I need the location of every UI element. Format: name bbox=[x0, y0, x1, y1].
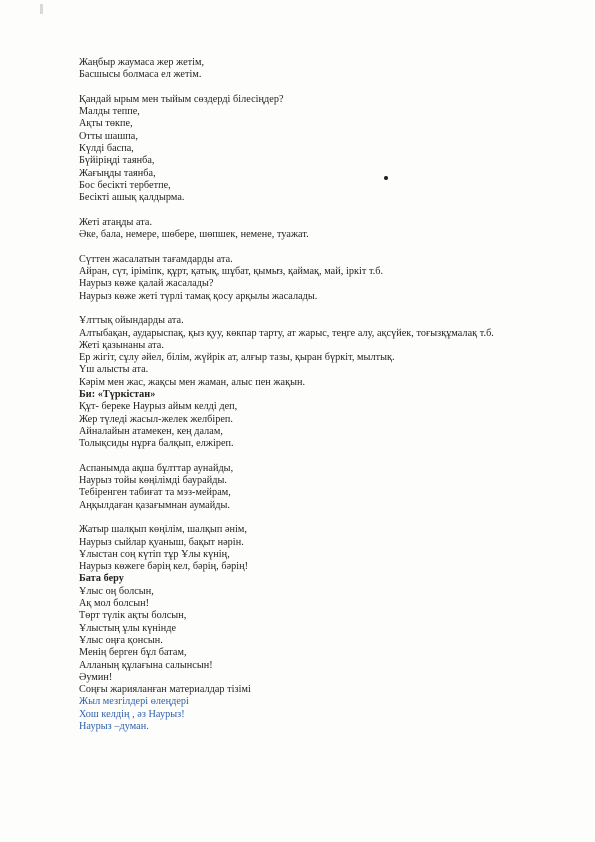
text-line: Айран, сүт, іріміпк, құрт, қатық, шұбат, қымыз, қаймақ, май, іркіт т.б. bbox=[79, 266, 384, 278]
text-line: Наурыз тойы көңілімді баурайды. bbox=[79, 475, 227, 487]
text-line: Тебіренген табиғат та мэз-мейрам, bbox=[79, 487, 231, 499]
text-line: Әке, бала, немере, шөбере, шөпшек, немене, туажат. bbox=[79, 229, 309, 241]
text-line: Соңғы жарияланған материалдар тізімі bbox=[79, 684, 251, 696]
text-line: Үш алысты ата. bbox=[79, 364, 149, 376]
blank-line bbox=[79, 82, 579, 94]
section-heading: Би: «Түркістан» bbox=[79, 389, 156, 401]
text-line: Жаңбыр жаумаса жер жетім, bbox=[79, 57, 205, 68]
blank-line bbox=[79, 205, 579, 217]
text-line: Сүттен жасалатын тағамдарды ата. bbox=[79, 253, 233, 265]
text-line: Аспанымда ақша бұлттар аунайды, bbox=[79, 462, 234, 474]
text-line: Әумин! bbox=[79, 671, 113, 683]
material-link[interactable]: Наурыз –думан. bbox=[79, 721, 149, 733]
blank-line bbox=[79, 451, 579, 463]
blank-line bbox=[79, 303, 579, 315]
text-line: Күлді баспа, bbox=[79, 143, 134, 155]
text-line: Жеті атаңды ата. bbox=[79, 216, 153, 228]
text-line: Ер жігіт, сұлу әйел, білім, жүйрік ат, алғыр тазы, қыран бүркіт, мылтық. bbox=[79, 352, 395, 364]
text-line: Ақты төкпе, bbox=[79, 118, 133, 130]
text-line: Малды теппе, bbox=[79, 106, 140, 118]
material-link[interactable]: Жыл мезгілдері өлеңдері bbox=[79, 696, 189, 708]
text-line: Айналайын атамекен, кең далам, bbox=[79, 425, 223, 437]
text-line: Наурыз көжеге бәрің кел, бәрің, бәрің! bbox=[79, 561, 249, 573]
text-line: Толықсиды нұрға балқып, елжіреп. bbox=[79, 438, 234, 450]
blank-line bbox=[79, 241, 579, 253]
text-line: Ұлыс оң болсын, bbox=[79, 585, 154, 597]
text-line: Бесікті ашық қалдырма. bbox=[79, 192, 185, 204]
text-line: Қандай ырым мен тыйым сөздерді білесіңдер? bbox=[79, 93, 284, 105]
text-line: Ұлыстан соң күтіп тұр Ұлы күнің, bbox=[79, 548, 230, 560]
text-line: Отты шашпа, bbox=[79, 130, 138, 142]
text-line: Алланың құлағына салынсын! bbox=[79, 659, 213, 671]
text-line: Менің берген бұл батам, bbox=[79, 647, 187, 659]
blank-line bbox=[79, 512, 579, 524]
section-heading: Бата беру bbox=[79, 573, 124, 585]
text-line: Ұлыстың ұлы күнінде bbox=[79, 622, 177, 634]
text-line: Жеті қазынаны ата. bbox=[79, 339, 164, 351]
text-line: Наурыз сыйлар қуаныш, бақыт нәрін. bbox=[79, 536, 244, 548]
text-line: Ұлттық ойындарды ата. bbox=[79, 315, 184, 327]
text-line: Төрт түлік ақты болсын, bbox=[79, 610, 187, 622]
text-line: Алтыбақан, аударыспақ, қыз қуу, көкпар тарту, ат жарыс, теңге алу, ақсүйек, тоғызқұмалақ т.б. bbox=[79, 327, 494, 339]
text-line: Жер түледі жасыл-желек желбіреп. bbox=[79, 413, 234, 425]
material-link[interactable]: Хош келдің , әз Наурыз! bbox=[79, 708, 185, 720]
text-line: Наурыз көже қалай жасалады? bbox=[79, 278, 214, 290]
document-body bbox=[79, 57, 579, 733]
text-line: Наурыз көже жеті түрлі тамақ қосу арқылы жасалады. bbox=[79, 290, 318, 302]
text-line: Ұлыс оңға қонсын. bbox=[79, 634, 163, 646]
text-line: Ақ мол болсын! bbox=[79, 598, 150, 610]
text-line: Кәрім мен жас, жақсы мен жаман, алыс пен жақын. bbox=[79, 376, 306, 388]
text-line: Бос бесікті тербетпе, bbox=[79, 179, 171, 191]
text-line: Құт- береке Наурыз айым келді деп, bbox=[79, 401, 238, 413]
text-line: Басшысы болмаса ел жетім. bbox=[79, 69, 202, 81]
text-line: Жағыңды таянба, bbox=[79, 167, 156, 179]
scan-mark bbox=[40, 4, 43, 14]
text-line: Аңқылдаған қазағымнан аумайды. bbox=[79, 499, 230, 511]
text-line: Бүйіріңді таянба, bbox=[79, 155, 155, 167]
text-line: Жатыр шалқып көңілім, шалқып әнім, bbox=[79, 524, 248, 536]
